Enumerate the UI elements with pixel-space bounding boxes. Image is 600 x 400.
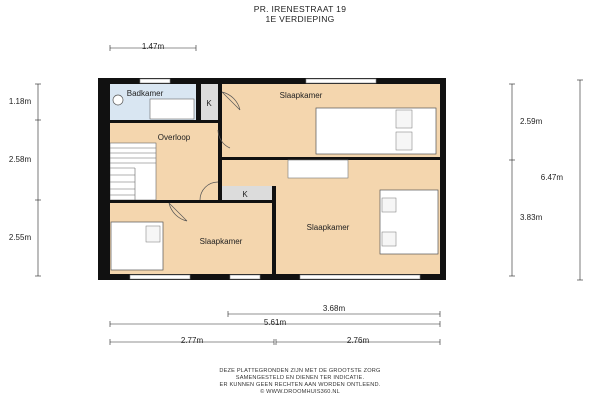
label-slaapkamer-left: Slaapkamer [199,237,243,246]
address-title: PR. IRENESTRAAT 19 [253,4,347,14]
dim-left-3: 2.55m [8,233,32,242]
dim-right-total: 6.47m [540,173,563,182]
bed-top [316,108,436,154]
label-overloop: Overloop [157,133,191,142]
label-slaapkamer-top: Slaapkamer [279,91,323,100]
dim-right-2: 3.83m [520,213,543,222]
disclaimer-line-2: SAMENGESTELD EN DIENEN TER INDICATIE. [235,375,365,381]
dim-top-width: 1.47m [141,42,165,51]
dim-left-2: 2.58m [8,155,32,164]
dim-right-1: 2.59m [520,117,543,126]
bed-right [380,190,438,254]
disclaimer-line-1: DEZE PLATTEGRONDEN ZIJN MET DE GROOTSTE ZORG [219,368,381,374]
dim-bottom-right: 2.76m [346,336,370,345]
staircase [110,143,156,200]
bed-left [111,222,163,270]
disclaimer-line-3: ER KUNNEN GEEN RECHTEN AAN WORDEN ONTLEEND. [219,382,381,388]
toilet-fixture [113,95,123,105]
label-badkamer: Badkamer [126,89,164,98]
dim-bottom-a: 3.68m [322,304,346,313]
label-kast-1: K [206,99,212,108]
label-slaapkamer-right: Slaapkamer [306,223,350,232]
dim-bottom-total: 5.61m [263,318,287,327]
dim-bottom-left: 2.77m [180,336,204,345]
dim-left-1: 1.18m [8,97,32,106]
desk [288,160,348,178]
label-kast-2: K [242,190,248,199]
floor-title: 1E VERDIEPING [265,14,335,24]
disclaimer-line-4: © WWW.DROOMHUIS360.NL [260,389,340,395]
shower-fixture [150,99,194,119]
